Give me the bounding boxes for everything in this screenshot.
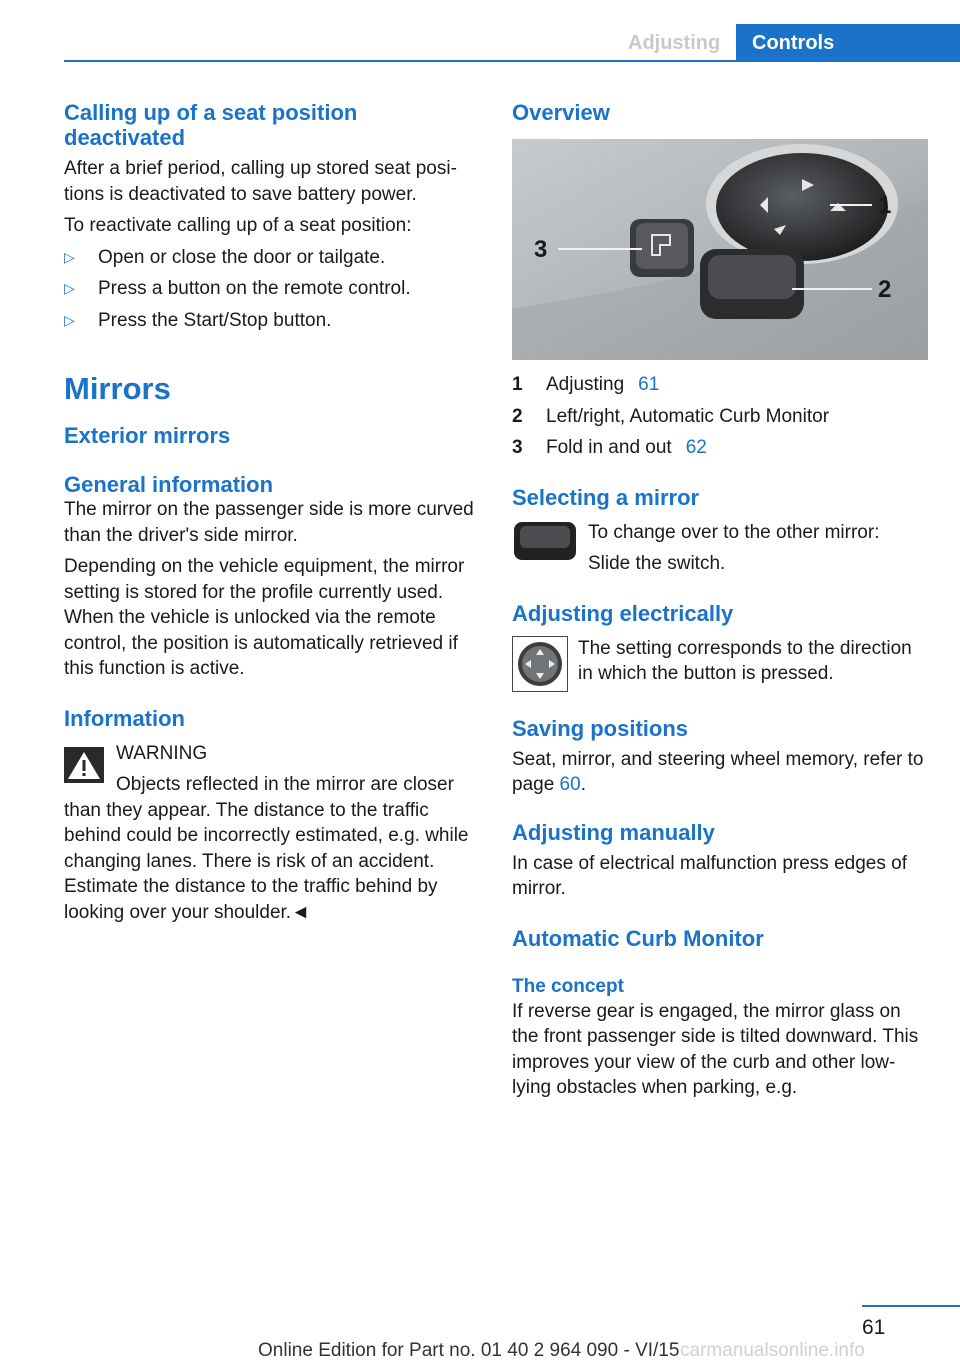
warning-text: Objects reflected in the mirror are closer than they appear. The distance to the traffic behind could be incorrectly estimated, e.g. while changing lanes. There is risk of an accident. Estimate the distance to the traffic behind by looking over your shoulder.◄: [64, 774, 469, 923]
photo-callout-2: 2: [878, 276, 892, 303]
triangle-bullet-icon: ▷: [64, 248, 75, 265]
legend-row: 2 Left/right, Automatic Curb Monitor: [512, 405, 830, 427]
triangle-bullet-icon: ▷: [64, 280, 75, 296]
left-column: [64, 100, 478, 925]
exterior-mirrors-heading: Exterior mirrors: [64, 423, 231, 448]
warning-icon: [64, 747, 104, 783]
photo-callout-3: 3: [534, 236, 548, 263]
page-number: 61: [862, 1316, 886, 1339]
calling-paragraph-2: To reactivate calling up of a seat position:: [64, 215, 412, 236]
mirror-switch-icon: [512, 520, 578, 562]
information-heading: Information: [64, 705, 185, 731]
selecting-mirror-heading: Selecting a mirror: [512, 484, 700, 510]
list-item: ▷ Press a button on the remote control.: [64, 276, 478, 302]
general-paragraph-1: The mirror on the passenger side is more curved than the driver's side mirror.: [64, 499, 474, 546]
concept-heading: The concept: [512, 975, 624, 997]
legend-row: 3 Fold in and out 62: [512, 435, 930, 461]
general-paragraph-2: Depending on the vehicle equipment, the mirror setting is stored for the profile currently used. When the vehicle is unlocked via the remote control, the position is automatically retrieved if this function is active.: [64, 556, 465, 679]
saving-positions-heading: Saving positions: [512, 715, 689, 741]
mirrors-heading: Mirrors: [64, 371, 171, 406]
header-tab-controls: Controls: [736, 24, 960, 60]
reactivate-list: [64, 245, 478, 334]
header-rule: [64, 60, 960, 62]
right-column: [512, 100, 930, 1101]
footer-rule: [862, 1305, 960, 1307]
direction-pad-icon: [512, 636, 568, 692]
mirror-controls-photo: [512, 139, 928, 360]
overview-heading: Overview: [512, 100, 610, 125]
concept-paragraph: If reverse gear is engaged, the mirror glass on the front passenger side is tilted downward. This improves your view of the curb and other low-lying obstacles when parking, e.g.: [512, 1000, 919, 1098]
general-information-heading: General information: [64, 472, 274, 497]
page-ref-link[interactable]: 60: [559, 774, 581, 795]
adjusting-paragraph: The setting corresponds to the direction in which the button is pressed.: [578, 637, 912, 684]
automatic-curb-monitor-heading: Automatic Curb Monitor: [512, 925, 764, 951]
triangle-bullet-icon: ▷: [64, 311, 75, 328]
selecting-paragraph-2: Slide the switch.: [588, 553, 726, 574]
selecting-block: [512, 520, 930, 577]
edition-text: Online Edition for Part no. 01 40 2 964 090 - VI/15: [258, 1340, 680, 1361]
saving-paragraph: Seat, mirror, and steering wheel memory, refer to page 60.: [512, 748, 924, 795]
list-item: ▷ Press the Start/Stop button.: [64, 308, 478, 334]
adjusting-manually-heading: Adjusting manually: [512, 819, 715, 845]
warning-block: [64, 741, 478, 926]
manual-paragraph: In case of electrical malfunction press edges of mirror.: [512, 852, 907, 899]
photo-callout-1: 1: [878, 192, 892, 219]
photo-legend: [512, 372, 930, 461]
watermark: carmanualsonline.info: [680, 1340, 865, 1361]
list-item: ▷ Open or close the door or tailgate.: [64, 245, 478, 271]
calling-heading: Calling up of a seat position deactivated: [64, 100, 358, 150]
selecting-paragraph-1: To change over to the other mirror:: [588, 521, 880, 543]
adjusting-electrically-heading: Adjusting electrically: [512, 600, 734, 626]
warning-label: WARNING: [116, 742, 208, 764]
page-ref-link[interactable]: 61: [638, 374, 660, 395]
adjusting-block: [512, 636, 930, 692]
header-tab-adjusting: Adjusting: [628, 32, 721, 54]
calling-paragraph-1: After a brief period, calling up stored seat positions is deactivated to save battery power.: [64, 158, 457, 205]
legend-row: 1 Adjusting 61: [512, 372, 930, 398]
page-ref-link[interactable]: 62: [685, 437, 707, 458]
